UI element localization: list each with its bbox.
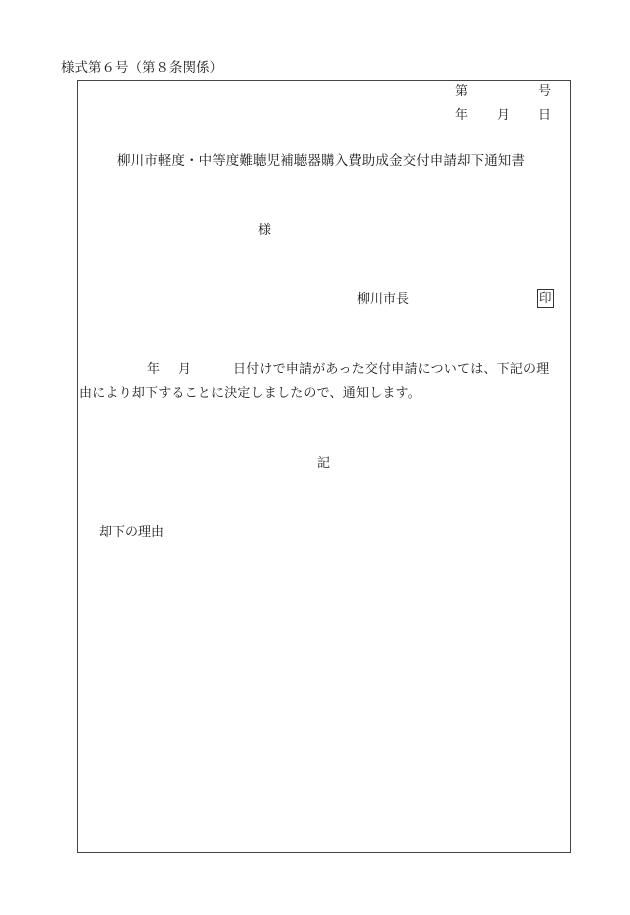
number-prefix: 第: [455, 84, 469, 99]
number-suffix: 号: [538, 84, 552, 99]
date-day: 日: [538, 108, 552, 123]
form-label: 様式第６号（第８条関係）: [61, 60, 223, 76]
ki-heading: 記: [317, 456, 331, 471]
date-year: 年: [455, 108, 469, 123]
date-month: 月: [497, 108, 511, 123]
body-text-line1: 日付けで申請があった交付申請については、下記の理: [233, 362, 550, 377]
document-title: 柳川市軽度・中等度難聴児補聴器購入費助成金交付申請却下通知書: [117, 153, 525, 169]
body-month: 月: [178, 362, 192, 377]
body-text-line2: 由により却下することに決定しましたので、通知します。: [79, 386, 421, 401]
body-year: 年: [147, 362, 161, 377]
reason-label: 却下の理由: [99, 525, 165, 540]
seal-mark: 印: [537, 289, 554, 308]
issuer-name: 柳川市長: [357, 292, 410, 307]
addressee-suffix: 様: [258, 223, 272, 238]
